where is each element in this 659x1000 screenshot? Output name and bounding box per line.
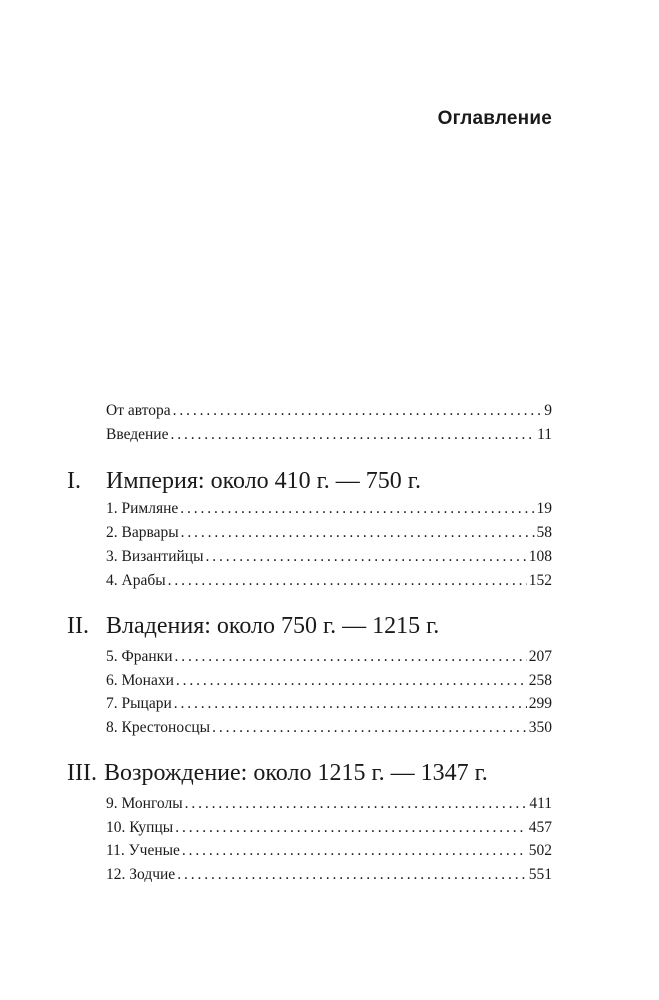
toc-entry-page: 551 — [528, 866, 552, 883]
toc-entry-chapter-11[interactable] — [106, 840, 552, 862]
toc-entry-chapter-1[interactable] — [106, 498, 552, 520]
toc-entry-chapter-2[interactable] — [106, 522, 552, 544]
toc-entry-chapter-6[interactable] — [106, 670, 552, 692]
toc-entry-chapter-4[interactable] — [106, 570, 552, 592]
toc-entry-label: 6. Монахи — [106, 672, 174, 689]
toc-entry-label: 12. Зодчие — [106, 866, 176, 883]
part-heading-1[interactable] — [0, 466, 659, 496]
dot-leader — [206, 546, 527, 568]
dot-leader — [212, 717, 527, 739]
toc-entry-label: 11. Ученые — [106, 842, 180, 859]
toc-entry-label: 10. Купцы — [106, 819, 174, 836]
toc-entry-label: 7. Рыцари — [106, 695, 172, 712]
dot-leader — [185, 793, 528, 815]
dot-leader — [174, 693, 527, 715]
toc-entry-chapter-8[interactable] — [106, 717, 552, 739]
toc-entry-chapter-3[interactable] — [106, 546, 552, 568]
toc-entry-page: 152 — [528, 572, 552, 589]
toc-entry-chapter-5[interactable] — [106, 646, 552, 668]
part-title: Империя: около 410 г. — 750 г. — [106, 468, 421, 494]
dot-leader — [173, 400, 543, 422]
toc-entry-chapter-10[interactable] — [106, 817, 552, 839]
toc-entry-page: 411 — [529, 795, 552, 812]
page-title: Оглавление — [437, 108, 552, 129]
toc-entry-label: 3. Византийцы — [106, 548, 204, 565]
toc-entry-page: 19 — [536, 500, 552, 517]
part-numeral: II. — [67, 613, 89, 639]
toc-entry-page: 457 — [528, 819, 552, 836]
part-heading-2[interactable] — [0, 611, 659, 641]
toc-entry-label: 8. Крестоносцы — [106, 719, 211, 736]
toc-entry-page: 350 — [528, 719, 552, 736]
part-title: Возрождение: около 1215 г. — 1347 г. — [104, 760, 488, 786]
dot-leader — [175, 646, 527, 668]
dot-leader — [176, 670, 527, 692]
part-numeral: III. — [67, 760, 97, 786]
toc-entry-label: 9. Монголы — [106, 795, 183, 812]
toc-entry-label: 5. Франки — [106, 648, 173, 665]
toc-entry-label: 4. Арабы — [106, 572, 166, 589]
toc-entry-introduction[interactable] — [106, 424, 552, 446]
dot-leader — [175, 817, 527, 839]
part-numeral: I. — [67, 468, 81, 494]
toc-entry-author-note[interactable] — [106, 400, 552, 422]
toc-entry-label: 1. Римляне — [106, 500, 179, 517]
toc-entry-chapter-7[interactable] — [106, 693, 552, 715]
toc-entry-page: 299 — [528, 695, 552, 712]
toc-entry-page: 58 — [536, 524, 552, 541]
toc-entry-page: 258 — [528, 672, 552, 689]
dot-leader — [170, 424, 535, 446]
dot-leader — [180, 498, 534, 520]
dot-leader — [182, 840, 527, 862]
toc-entry-label: Введение — [106, 426, 169, 443]
toc-entry-page: 108 — [528, 548, 552, 565]
toc-entry-page: 502 — [528, 842, 552, 859]
toc-entry-label: От автора — [106, 402, 171, 419]
toc-entry-page: 9 — [544, 402, 552, 419]
toc-entry-page: 207 — [528, 648, 552, 665]
toc-entry-label: 2. Варвары — [106, 524, 179, 541]
toc-entry-chapter-9[interactable] — [106, 793, 552, 815]
part-title: Владения: около 750 г. — 1215 г. — [106, 613, 440, 639]
dot-leader — [168, 570, 527, 592]
part-heading-3[interactable] — [0, 758, 659, 788]
dot-leader — [181, 522, 535, 544]
toc-entry-chapter-12[interactable] — [106, 864, 552, 886]
dot-leader — [177, 864, 527, 886]
toc-entry-page: 11 — [537, 426, 552, 443]
